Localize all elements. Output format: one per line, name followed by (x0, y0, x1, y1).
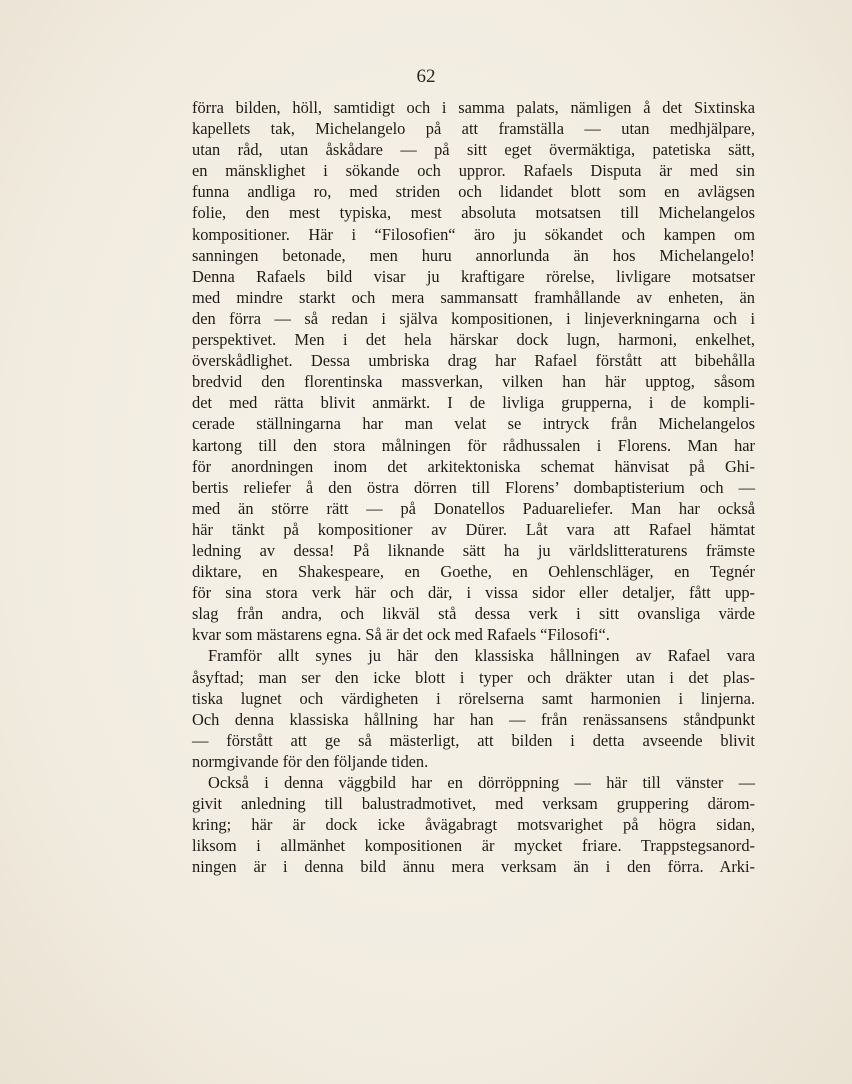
text-line: cerade ställningarna har man velat se intryck från Michelangelos (192, 414, 755, 434)
text-line: normgivande för den följande tiden. (192, 751, 429, 771)
text-line: Denna Rafaels bild visar ju kraftigare rörelse, livligare motsatser (192, 266, 755, 286)
text-line: här tänkt på kompositioner av Dürer. Låt vara att Rafael hämtat (192, 519, 755, 539)
text-line: förra bilden, höll, samtidigt och i samma palats, nämligen å det Sixtinska (192, 98, 755, 117)
text-line: ningen är i denna bild ännu mera verksam än i den förra. Arki- (192, 857, 755, 877)
text-line: — förstått att ge så mästerligt, att bilden i detta avseende blivit (192, 730, 755, 750)
text-line: det med rätta blivit anmärkt. I de livliga grupperna, i de kompli- (192, 393, 755, 413)
text-line: tiska lugnet och värdigheten i rörelserna samt harmonien i linjerna. (192, 688, 755, 708)
text-line: kompositioner. Här i “Filosofien“ äro ju sökandet och kampen om (192, 224, 755, 244)
text-line: funna andliga ro, med striden och lidandet blott som en avlägsen (192, 182, 755, 202)
text-line: den förra — så redan i själva kompositionen, i linjeverkningarna och i (192, 308, 755, 328)
text-line: utan råd, utan åskådare — på sitt eget övermäktiga, patetiska sätt, (192, 140, 755, 160)
text-line: en mänsklighet i sökande och uppror. Rafaels Disputa är med sin (192, 161, 755, 181)
text-line: Framför allt synes ju här den klassiska hållningen av Rafael vara (208, 646, 755, 666)
text-line: diktare, en Shakespeare, en Goethe, en Oehlenschläger, en Tegnér (192, 562, 755, 582)
text-line: kartong till den stora målningen för rådhussalen i Florens. Man har (192, 435, 755, 455)
body-text (192, 97, 755, 877)
text-line: för sina stora verk här och där, i vissa sidor eller detaljer, fått upp- (192, 583, 755, 603)
text-line: Också i denna väggbild har en dörröppning — här till vänster — (208, 773, 755, 792)
page-number: 62 (416, 66, 436, 87)
text-line: perspektivet. Men i det hela härskar dock lugn, harmoni, enkelhet, (192, 330, 755, 350)
text-line: liksom i allmänhet kompositionen är mycket friare. Trappstegsanord- (192, 836, 755, 856)
text-line: bertis reliefer å den östra dörren till Florens’ dombaptisterium och — (192, 477, 755, 497)
text-line: kvar som mästarens egna. Så är det ock med Rafaels “Filosofi“. (192, 625, 610, 645)
text-line: för anordningen inom det arkitektoniska schemat hänvisat på Ghi- (192, 456, 755, 476)
text-line: sanningen betonade, men huru annorlunda än hos Michelangelo! (192, 245, 755, 265)
text-line: bredvid den florentinska massverkan, vilken han här upptog, såsom (192, 372, 755, 392)
text-line: slag från andra, och likväl stå dessa verk i sitt ovansliga värde (192, 604, 755, 624)
text-line: Och denna klassiska hållning har han — från renässansens ståndpunkt (192, 709, 755, 729)
text-line: kapellets tak, Michelangelo på att framställa — utan medhjälpare, (192, 119, 755, 139)
text-line: folie, den mest typiska, mest absoluta motsatsen till Michelangelos (192, 203, 755, 223)
text-line: med mindre starkt och mera sammansatt framhållande av enheten, än (192, 287, 755, 307)
text-line: med än större rätt — på Donatellos Paduareliefer. Man har också (192, 498, 755, 518)
text-line: överskådlighet. Dessa umbriska drag har Rafael förstått att bibehålla (192, 351, 755, 371)
text-line: ledning av dessa! På liknande sätt ha ju världslitteraturens främste (192, 540, 755, 560)
text-line: åsyftad; man ser den icke blott i typer och dräkter utan i det plas- (192, 667, 755, 687)
text-line: givit anledning till balustradmotivet, med verksam gruppering därom- (192, 794, 755, 814)
text-line: kring; här är dock icke åvägabragt motsvarighet på högra sidan, (192, 815, 755, 835)
